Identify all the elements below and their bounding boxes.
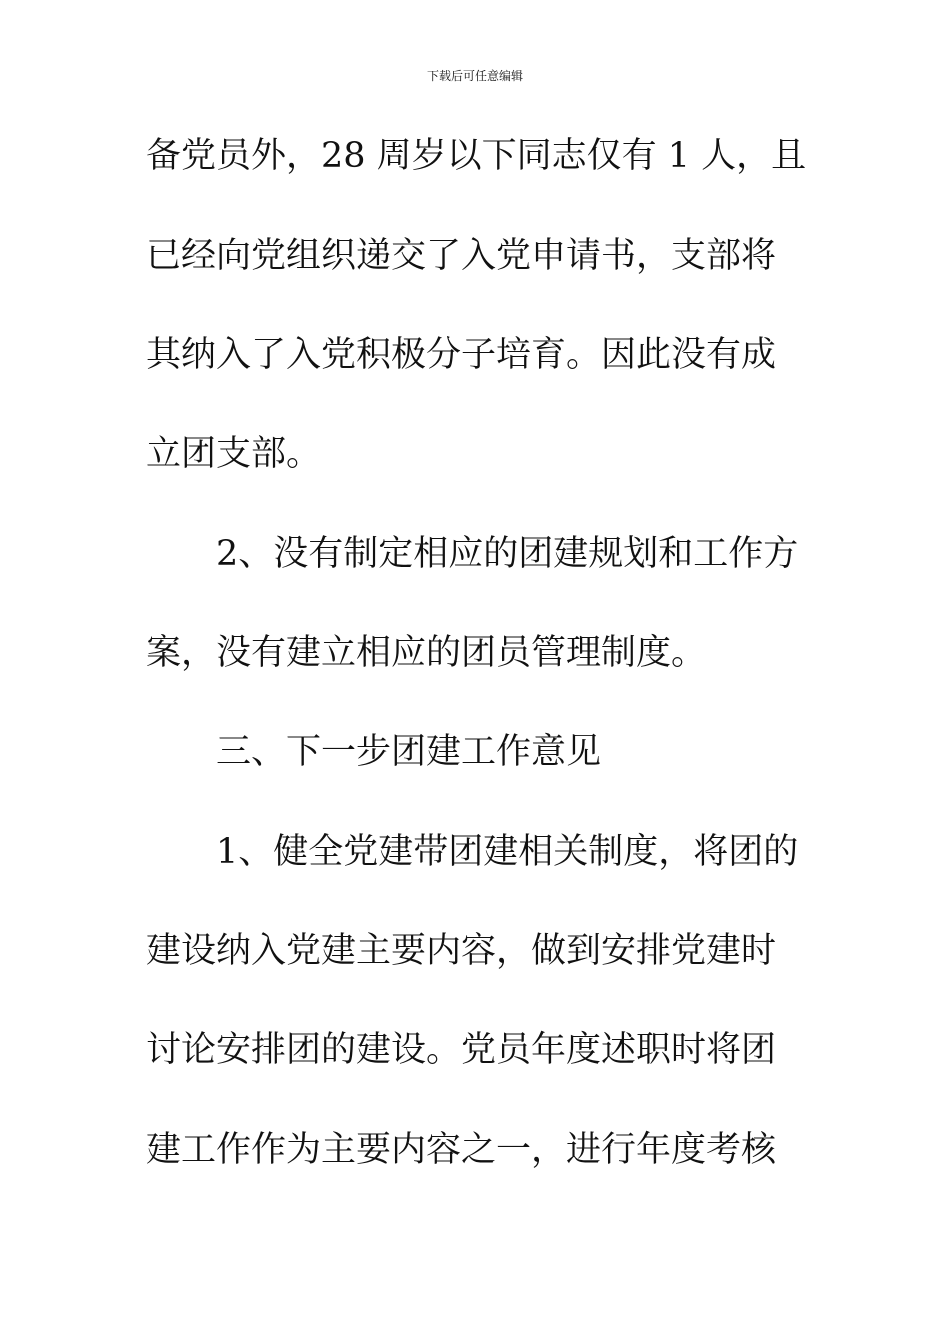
body-text-line: 已经向党组织递交了入党申请书，支部将 [146, 236, 777, 276]
body-text-line: 其纳入了入党积极分子培育。因此没有成 [146, 335, 777, 375]
page-header: 下载后可任意编辑 [426, 69, 523, 83]
body-text-line: 建工作作为主要内容之一，进行年度考核 [146, 1130, 777, 1170]
body-text-line: 备党员外，28 周岁以下同志仅有 1 人，且 [146, 136, 807, 176]
body-text-line: 案，没有建立相应的团员管理制度。 [146, 633, 707, 673]
paragraph-first-line: 2、没有制定相应的团建规划和工作方 [216, 534, 799, 574]
body-text-line: 讨论安排团的建设。党员年度述职时将团 [146, 1030, 777, 1070]
paragraph-first-line: 1、健全党建带团建相关制度，将团的 [216, 832, 799, 872]
body-text-line: 建设纳入党建主要内容，做到安排党建时 [146, 931, 777, 971]
section-heading: 三、下一步团建工作意见 [216, 732, 602, 772]
body-text-line: 立团支部。 [146, 434, 322, 474]
